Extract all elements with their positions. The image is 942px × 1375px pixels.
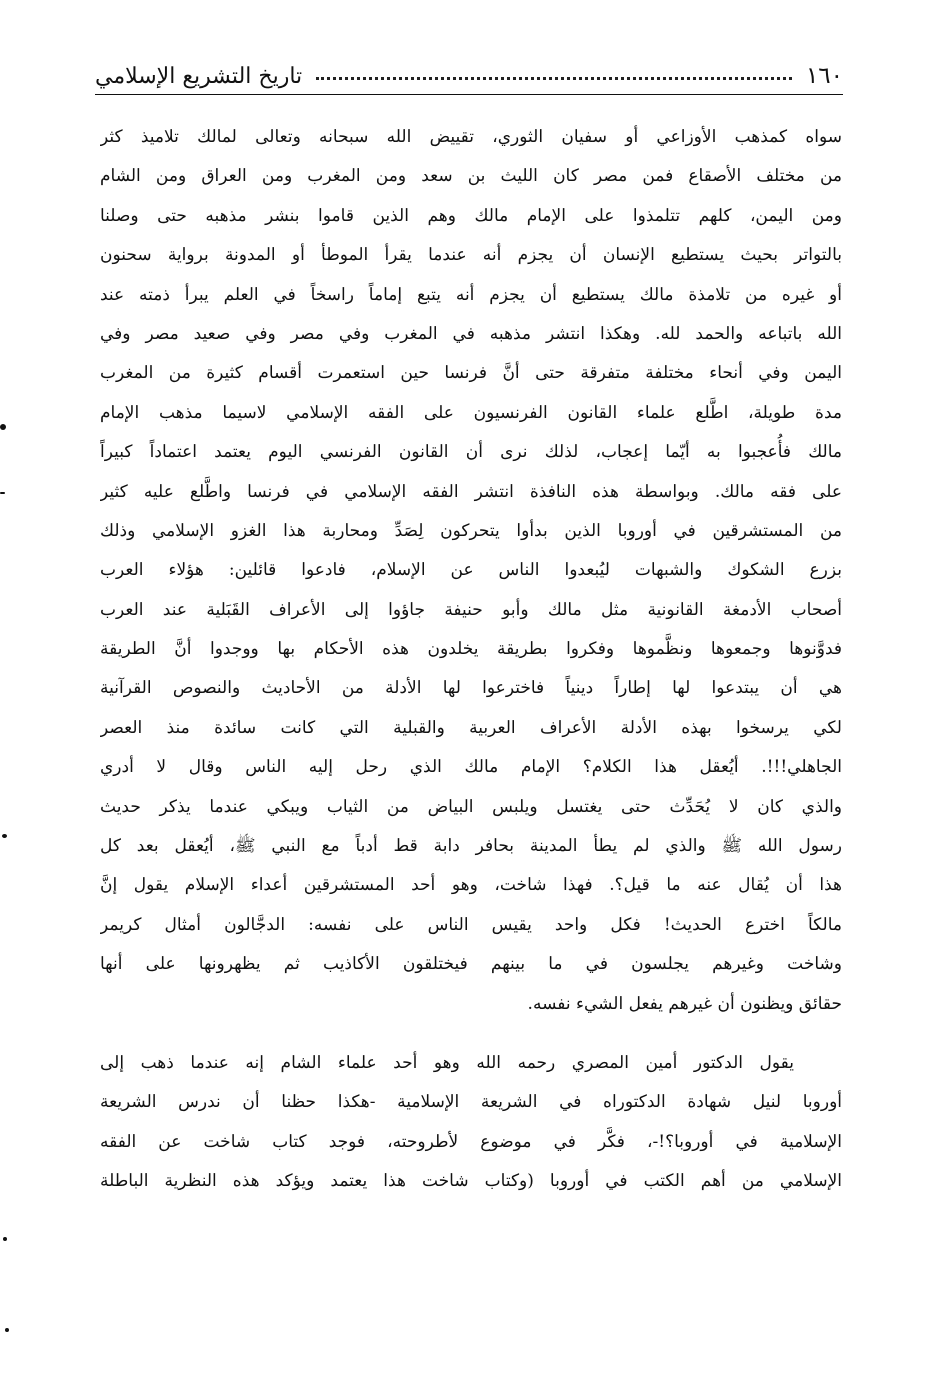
text-line: يقول الدكتور أمين المصري رحمه الله وهو أحد علماء الشام إنه عندما ذهب إلى (100, 1052, 794, 1073)
text-line: هي أن يبتدعوا لها إطاراً دينياً فاخترعوا لها الأدلة من الأحاديث والنصوص القرآنية (100, 678, 842, 699)
text-line: بالتواتر بحيث يستطيع الإنسان أن يجزم أنه عندما يقرأ الموطأ أو المدونة برواية سحنون (100, 245, 842, 266)
margin-speck (3, 1237, 7, 1241)
text-line: الإسلامية في أوروبا؟!-، فكَّر في موضوع لأطروحته، فوجد كتاب شاخت عن الفقه (100, 1131, 842, 1152)
text-line: أوروبا لنيل شهادة الدكتوراه في الشريعة الإسلامية -هكذا حظنا أن ندرس الشريعة (100, 1092, 842, 1113)
paragraph (100, 118, 842, 1024)
body-text (100, 118, 842, 1202)
text-line: مالكاً اخترع الحديث! فكل واحد يقيس الناس على نفسه: الدجَّالون أمثال كريمر (100, 914, 842, 935)
text-line: هذا أن يُقال عنه ما قيل؟. فهذا شاخت، وهو أحد المستشرقين أعداء الإسلام يقول إنَّ (100, 875, 842, 896)
text-line: سواه كمذهب الأوزاعي أو سفيان الثوري، تقييض الله سبحانه وتعالى لمالك تلاميذ كثر (100, 127, 842, 147)
text-line: مدة طويلة، اطَّلع علماء القانون الفرنسيون على الفقه الإسلامي لاسيما مذهب الإمام (100, 402, 842, 423)
margin-speck (0, 424, 6, 430)
book-title: تاريخ التشريع الإسلامي (95, 63, 303, 89)
text-line: رسول الله ﷺ والذي لم يطأ المدينة بحافر دابة قط أدباً مع النبي ﷺ، أيُعقل بعد كل (100, 836, 842, 857)
text-line: أصحاب الأدمغة القانونية مثل مالك وأبو حنيفة جاؤوا إلى الأعراف القَبَلية عند العرب (100, 599, 842, 620)
text-line: ومن اليمن، كلهم تتلمذوا على الإمام مالك وهم الذين قاموا بنشر مذهبه حتى وصلنا (100, 205, 842, 226)
text-line: من مختلف الأصقاع فمن مصر كان الليث بن سعد ومن المغرب ومن العراق ومن الشام (100, 166, 842, 187)
margin-speck (5, 1328, 9, 1332)
text-line: وشاخت وغيرهم يجلسون في ما بينهم فيختلقون الأكاذيب ثم يظهرونها على أنها (100, 954, 842, 975)
margin-speck (0, 492, 5, 494)
text-line: فدوَّنوها وجمعوها ونظَّموها وفكروا بطريقة يخلدون هذه الأحكام بها ووجدوا أنَّ الطريقة (100, 639, 842, 660)
page-number: ١٦٠ (805, 63, 843, 89)
margin-speck (2, 834, 7, 838)
header-dotted-leader (316, 77, 792, 80)
text-line: بزرع الشكوك والشبهات ليُبعدوا الناس عن الإسلام، فادعوا قائلين: هؤلاء العرب (100, 560, 842, 581)
text-line: لكي يرسخوا بهذه الأدلة الأعراف العربية والقبلية التي كانت سائدة منذ العصر (100, 717, 842, 738)
text-line: مالك فأُعجبوا به أيّما إعجاب، لذلك نرى أن القانون الفرنسي اليوم يعتمد اعتماداً كبيراً (100, 442, 842, 463)
running-header (95, 58, 843, 95)
paragraph (100, 1044, 842, 1202)
text-line: الجاهلي!!!. أيُعقل هذا الكلام؟ الإمام مالك الذي رحل إليه الناس وقال لا أدري (100, 757, 842, 778)
text-line: والذي كان لا يُحَدِّث حتى يغتسل ويلبس البياض من الثياب ويبكي عندما يذكر حديث (100, 796, 842, 817)
text-line: على فقه مالك. وبواسطة هذه النافذة انتشر الفقه الإسلامي في فرنسا واطَّلع عليه كثير (100, 481, 842, 502)
text-line: من المستشرقين في أوروبا الذين بدأوا يتحركون لِصَدِّ ومحاربة هذا الغزو الإسلامي وذلك (100, 520, 842, 541)
text-line: الإسلامي من أهم الكتب في أوروبا (وكتاب شاخت هذا يعتمد ويؤكد هذه النظرية الباطلة (100, 1171, 842, 1192)
text-line: الله باتباعه والحمد لله. وهكذا انتشر مذهبه في المغرب وفي مصر وفي صعيد مصر وفي (100, 323, 842, 344)
text-line: أو غيره من تلامذة مالك يستطيع أن يجزم أنه يتبع إماماً راسخاً في العلم يبرأ ذمته عند (100, 284, 842, 305)
text-line: اليمن وفي أنحاء مختلفة متفرقة حتى أنَّ فرنسا حين استعمرت أقسام كثيرة من المغرب (100, 363, 842, 384)
text-line: حقائق ويظنون أن غيرهم يفعل الشيء نفسه. (527, 993, 842, 1014)
